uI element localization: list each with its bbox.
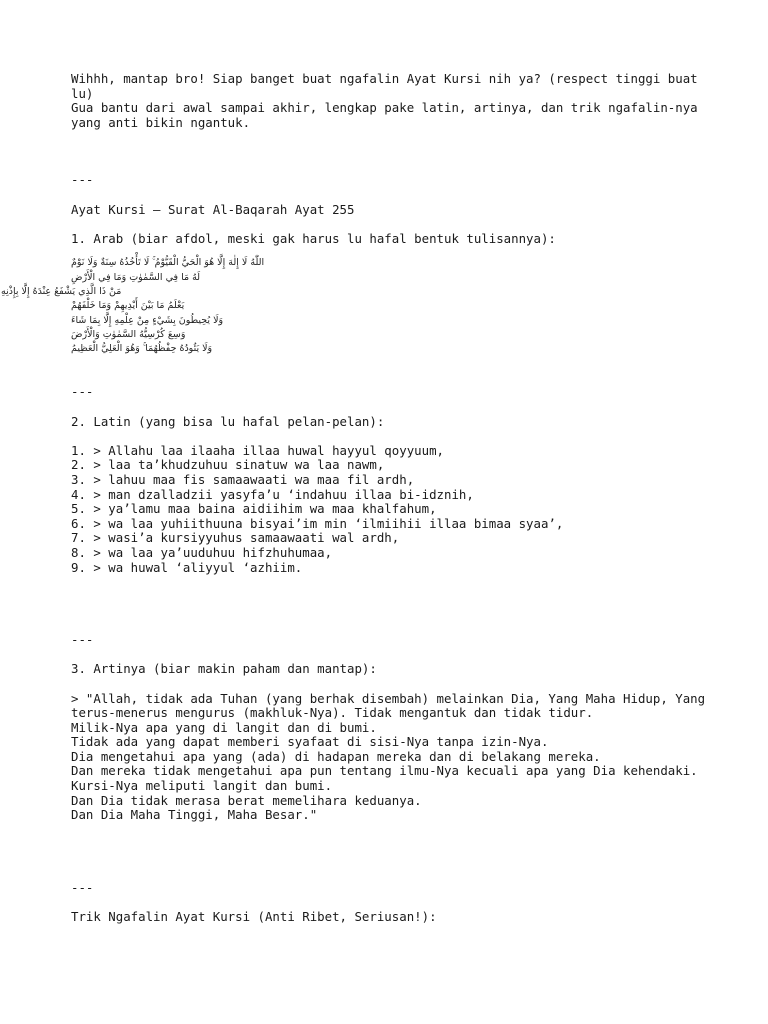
translation-line: Dan mereka tidak mengetahui apa pun tentang ilmu-Nya kecuali apa yang Dia kehendaki.	[71, 763, 698, 779]
intro-line-2: Gua bantu dari awal sampai akhir, lengkap pake latin, artinya, dan trik ngafalin-nya yang anti bikin ngantuk.	[71, 100, 706, 130]
arabic-line: لَهُ مَا فِي السَّمٰوٰتِ وَمَا فِي الْأَرْضِ	[71, 271, 201, 283]
arabic-line: وَلَا يُحِيطُونَ بِشَيْءٍ مِنْ عِلْمِهِ إِلَّا بِمَا شَاءَ	[71, 314, 224, 326]
latin-list-item: 4. > man dzalladzii yasyfa’u ‘indahuu illaa bi-idznih,	[71, 486, 474, 502]
separator: ---	[71, 632, 94, 648]
translation-line: > "Allah, tidak ada Tuhan (yang berhak disembah) melainkan Dia, Yang Maha Hidup, Yang terus-menerus mengurus (makhluk-Nya). Tidak mengantuk dan tidak tidur.	[71, 690, 713, 721]
arabic-line: اللّٰهُ لَا إِلٰهَ إِلَّا هُوَ الْحَيُّ الْقَيُّوْمُ ۚ لَا تَأْخُذُهُ سِنَةٌ وَلَا نَوْمٌ	[71, 257, 265, 269]
translation-line: Kursi-Nya meliputi langit dan bumi.	[71, 778, 333, 794]
arabic-line: وَلَا يَئُودُهُ حِفْظُهُمَا ۚ وَهُوَ الْعَلِيُّ الْعَظِيمُ	[71, 343, 213, 355]
document-body	[1, 71, 713, 925]
section-1-title: 1. Arab (biar afdol, meski gak harus lu hafal bentuk tulisannya):	[71, 230, 556, 246]
separator: ---	[71, 172, 94, 188]
latin-list-item: 5. > ya’lamu maa baina aidiihim wa maa khalfahum,	[71, 501, 437, 517]
latin-list-item: 1. > Allahu laa ilaaha illaa huwal hayyul qoyyuum,	[71, 442, 444, 458]
translation-line: Tidak ada yang dapat memberi syafaat di sisi-Nya tanpa izin-Nya.	[71, 734, 549, 750]
arabic-line: مَنْ ذَا الَّذِي يَشْفَعُ عِنْدَهُ إِلَّا بِإِذْنِهِ	[1, 285, 122, 297]
separator: ---	[71, 879, 94, 895]
translation-line: Dia mengetahui apa yang (ada) di hadapan mereka dan di belakang mereka.	[71, 748, 601, 764]
latin-list-item: 3. > lahuu maa fis samaawaati wa maa fil ardh,	[71, 471, 415, 487]
latin-list-item: 8. > wa laa ya’uuduhuu hifzhuhumaa,	[71, 544, 333, 560]
latin-list-item: 6. > wa laa yuhiithuuna bisyai’im min ‘ilmiihii illaa bimaa syaa’,	[71, 515, 564, 531]
translation-line: Dan Dia tidak merasa berat memelihara keduanya.	[71, 792, 422, 808]
translation-line: Milik-Nya apa yang di langit dan di bumi.	[71, 719, 377, 735]
translation-line: Dan Dia Maha Tinggi, Maha Besar."	[71, 807, 318, 823]
document-heading: Ayat Kursi – Surat Al-Baqarah Ayat 255	[71, 201, 355, 217]
arabic-text-block	[1, 256, 711, 356]
separator: ---	[71, 384, 94, 400]
section-4-title: Trik Ngafalin Ayat Kursi (Anti Ribet, Seriusan!):	[71, 909, 437, 925]
section-3-title: 3. Artinya (biar makin paham dan mantap):	[71, 661, 377, 677]
latin-list	[71, 444, 711, 575]
latin-list-item: 2. > laa ta’khudzuhuu sinatuw wa laa nawm,	[71, 457, 385, 473]
section-2-title: 2. Latin (yang bisa lu hafal pelan-pelan):	[71, 413, 385, 429]
intro-line-1: Wihhh, mantap bro! Siap banget buat ngafalin Ayat Kursi nih ya? (respect tinggi buat lu)	[71, 71, 706, 101]
arabic-line: وَسِعَ كُرْسِيُّهُ السَّمٰوٰتِ وَالْأَرْضَ	[71, 328, 186, 340]
latin-list-item: 7. > wasi’a kursiyyuhus samaawaati wal ardh,	[71, 530, 400, 546]
arabic-line: يَعْلَمُ مَا بَيْنَ أَيْدِيهِمْ وَمَا خَلْفَهُمْ	[71, 300, 185, 312]
latin-list-item: 9. > wa huwal ‘aliyyul ‘azhiim.	[71, 559, 303, 575]
